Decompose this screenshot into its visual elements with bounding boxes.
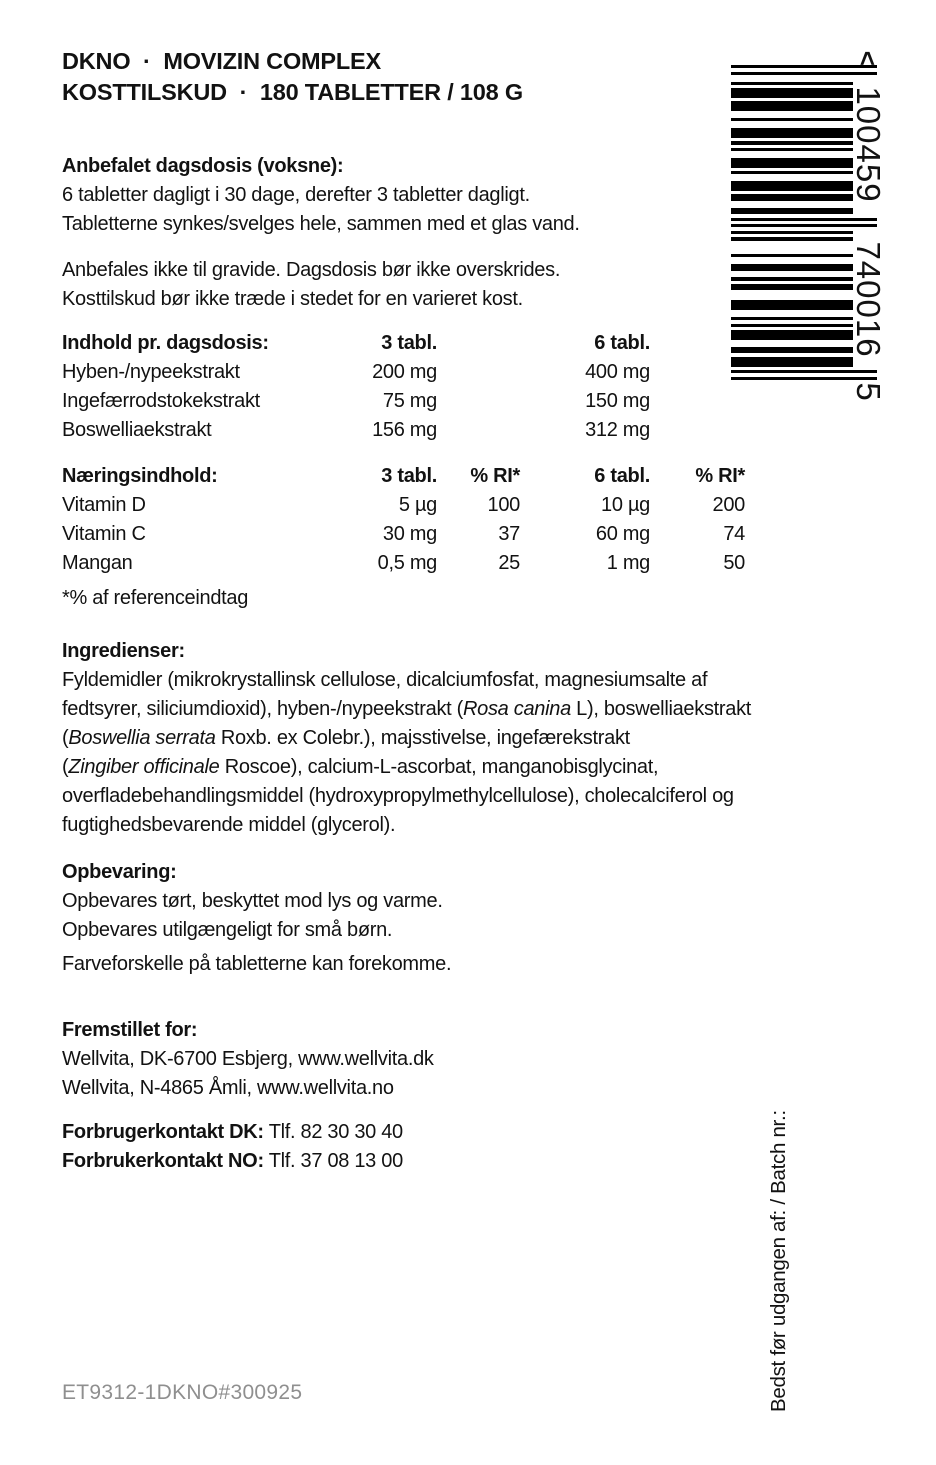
storage-line: Opbevares tørt, beskyttet mod lys og varme. (62, 890, 443, 912)
nutrition-table-header: 3 tabl. (381, 465, 437, 487)
nutrition-table-header: % RI* (470, 465, 520, 487)
table-cell: 75 mg (382, 390, 437, 412)
ingredients-section (62, 637, 751, 840)
table-cell: Hyben-/nypeekstrakt (62, 361, 240, 383)
barcode-bar (731, 317, 853, 320)
barcode-bar (731, 330, 853, 340)
nutrition-table-header: 6 tabl. (594, 465, 650, 487)
contact-label: Forbrukerkontakt NO: (62, 1150, 264, 1172)
table-cell: Boswelliaekstrakt (62, 419, 212, 441)
table-cell: 0,5 mg (377, 552, 437, 574)
ingredient-text-segment: Boswellia serrata (68, 727, 216, 749)
content-table (62, 329, 650, 445)
nutrition-table (62, 462, 745, 578)
barcode-bar (731, 181, 853, 191)
ingredient-text-segment: fedtsyrer, siliciumdioxid), hyben-/nypeekstrakt ( (62, 698, 464, 720)
barcode-bar (731, 254, 853, 257)
content-table-header: 6 tabl. (594, 332, 650, 354)
barcode-bar (731, 224, 877, 227)
barcode-bar (731, 264, 853, 271)
barcode-bar (731, 148, 853, 151)
barcode-digits-group1: 740016 (850, 241, 887, 358)
warning-line: Kosttilskud bør ikke træde i stedet for en varieret kost. (62, 288, 523, 310)
storage-line: Opbevares utilgængeligt for små børn. (62, 919, 393, 941)
contact-line-dk (62, 1118, 403, 1147)
ingredients-line (62, 695, 751, 724)
barcode-bar (731, 88, 853, 98)
table-cell: 1 mg (606, 552, 650, 574)
table-cell: 74 (723, 523, 745, 545)
footer-code: ET9312-1DKNO#300925 (62, 1381, 303, 1404)
dosage-line: 6 tabletter dagligt i 30 dage, derefter 3 tabletter dagligt. (62, 184, 530, 206)
ingredients-line (62, 753, 751, 782)
contact-value: Tlf. 82 30 30 40 (263, 1121, 403, 1143)
barcode-bar (731, 237, 853, 240)
table-cell: Ingefærrodstokekstrakt (62, 390, 260, 412)
barcode-digits-group2: 100459 (850, 86, 887, 203)
ingredient-text-segment: ( (62, 727, 69, 749)
barcode-bar (731, 118, 853, 121)
ingredients-line (62, 666, 751, 695)
table-cell: 30 mg (382, 523, 437, 545)
barcode-digit-prefix: 5 (850, 382, 887, 402)
table-cell: 25 (498, 552, 520, 574)
ingredient-text-segment: L), boswelliaekstrakt (570, 698, 752, 720)
content-table-header: Indhold pr. dagsdosis: (62, 332, 269, 354)
ingredient-text-segment: ( (62, 756, 69, 778)
manufacturer-heading: Fremstillet for: (62, 1019, 198, 1041)
ingredient-text-segment: Fyldemidler (mikrokrystallinsk cellulose, dicalciumfosfat, magnesiumsalte af (62, 669, 708, 691)
product-title-block (62, 46, 523, 108)
contact-value: Tlf. 37 08 13 00 (263, 1150, 403, 1172)
barcode-bar (731, 284, 853, 291)
barcode-bar (731, 347, 853, 354)
table-cell: 50 (723, 552, 745, 574)
side-note-vertical: Bedst før udgangen af: / Batch nr.: (767, 1110, 790, 1412)
table-cell: 5 µg (398, 494, 437, 516)
ingredient-text-segment: Zingiber officinale (68, 756, 220, 778)
table-cell: Vitamin C (62, 523, 146, 545)
barcode-bar (731, 158, 853, 168)
dosage-heading: Anbefalet dagsdosis (voksne): (62, 155, 344, 177)
ingredients-line (62, 811, 751, 840)
color-note: Farveforskelle på tabletterne kan forekomme. (62, 953, 452, 975)
table-cell: 312 mg (585, 419, 650, 441)
barcode-bar (731, 194, 853, 201)
dosage-section (62, 152, 580, 239)
nutrition-table-header: Næringsindhold: (62, 465, 218, 487)
barcode-bar (731, 208, 853, 215)
manufacturer-line: Wellvita, N-4865 Åmli, www.wellvita.no (62, 1077, 394, 1099)
storage-heading: Opbevaring: (62, 861, 177, 883)
barcode-bar (731, 171, 853, 174)
table-cell: Vitamin D (62, 494, 146, 516)
product-subtitle: KOSTTILSKUD · 180 TABLETTER / 108 G (62, 79, 523, 105)
warning-section (62, 256, 560, 314)
table-cell: 400 mg (585, 361, 650, 383)
ingredients-line (62, 782, 751, 811)
barcode-bar (731, 357, 853, 367)
table-cell: 150 mg (585, 390, 650, 412)
ingredient-text-segment: overfladebehandlingsmiddel (hydroxypropylmethylcellulose), cholecalciferol og (62, 785, 734, 807)
product-title: DKNO · MOVIZIN COMPLEX (62, 48, 381, 74)
ingredients-line (62, 724, 751, 753)
storage-section (62, 858, 443, 945)
barcode-bar (731, 231, 853, 234)
barcode-bar (731, 324, 853, 327)
ingredient-text-segment: Roscoe), calcium-L-ascorbat, manganobisglycinat, (219, 756, 659, 778)
contact-section (62, 1118, 403, 1176)
barcode-bar (731, 101, 853, 111)
barcode-bar (731, 218, 877, 221)
table-cell: 156 mg (372, 419, 437, 441)
content-table-header: 3 tabl. (381, 332, 437, 354)
nutrition-table-header: % RI* (695, 465, 745, 487)
ingredient-text-segment: Roxb. ex Colebr.), majsstivelse, ingefærekstrakt (215, 727, 630, 749)
reference-footnote: *% af referenceindtag (62, 587, 249, 609)
table-cell: 200 mg (372, 361, 437, 383)
ingredients-heading: Ingredienser: (62, 640, 185, 662)
table-cell: 10 µg (601, 494, 650, 516)
ingredient-text-segment: fugtighedsbevarende middel (glycerol). (62, 814, 396, 836)
table-cell: Mangan (62, 552, 133, 574)
barcode-bar (731, 128, 853, 138)
table-cell: 37 (498, 523, 520, 545)
manufacturer-line: Wellvita, DK-6700 Esbjerg, www.wellvita.dk (62, 1048, 434, 1070)
barcode-indicator-icon: > (852, 50, 882, 66)
barcode-bar (731, 82, 853, 85)
ingredient-text-segment: Rosa canina (463, 698, 571, 720)
dosage-line: Tabletterne synkes/svelges hele, sammen med et glas vand. (62, 213, 580, 235)
table-cell: 100 (487, 494, 520, 516)
barcode-bar (731, 370, 877, 373)
contact-label: Forbrugerkontakt DK: (62, 1121, 264, 1143)
barcode-bar (731, 300, 853, 310)
manufacturer-section (62, 1016, 434, 1103)
contact-line-no (62, 1147, 403, 1176)
table-cell: 60 mg (595, 523, 650, 545)
barcode-bar (731, 277, 853, 280)
warning-line: Anbefales ikke til gravide. Dagsdosis bør ikke overskrides. (62, 259, 561, 281)
table-cell: 200 (712, 494, 745, 516)
barcode-bar (731, 141, 853, 144)
